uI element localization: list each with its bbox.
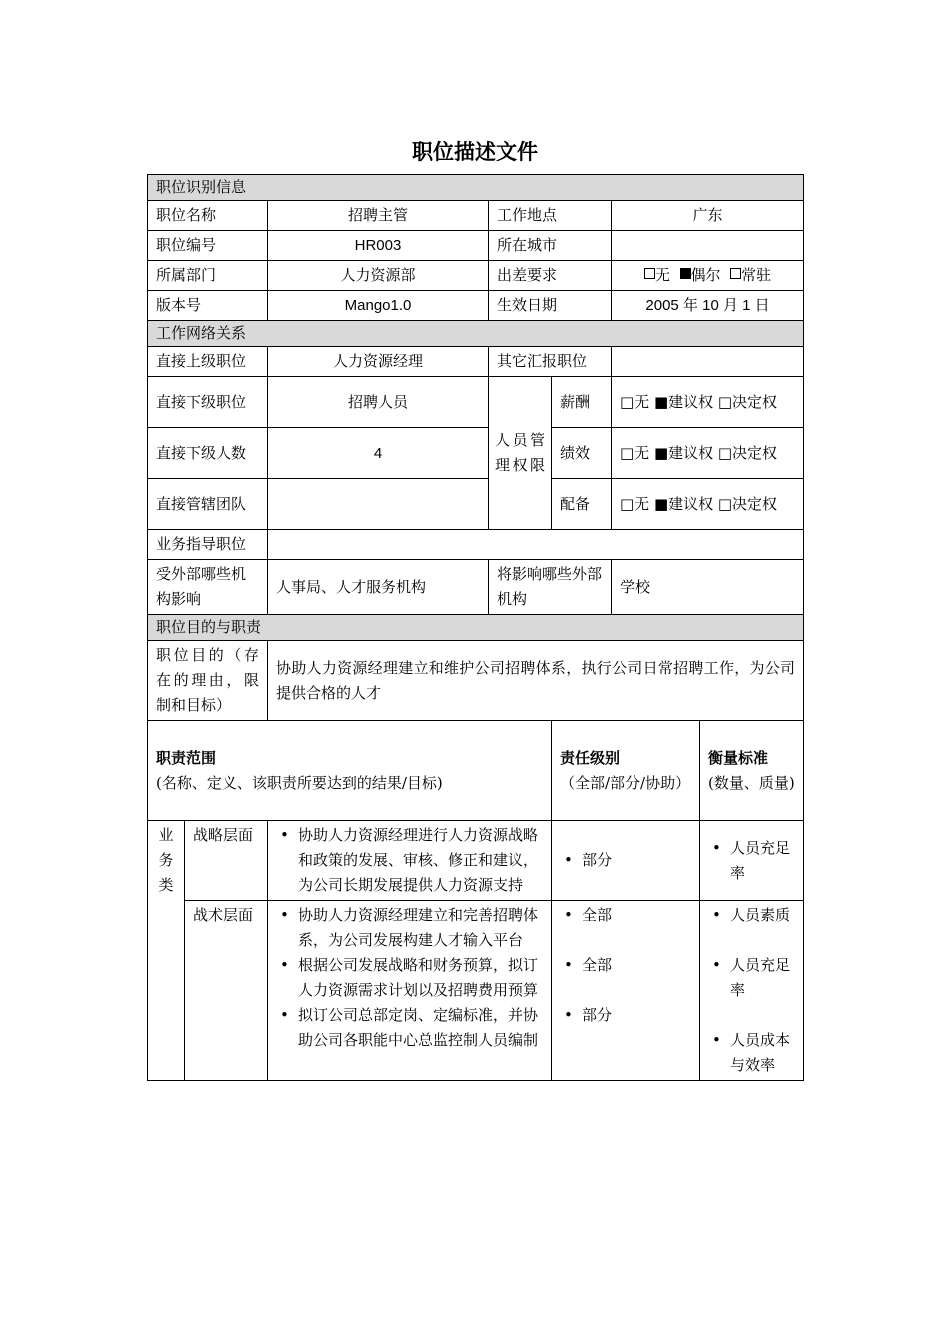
rights-performance-value: □无 ■建议权 □决定权 <box>612 428 804 479</box>
checkbox-empty-icon <box>730 268 741 279</box>
checkbox-empty-icon <box>644 268 655 279</box>
list-item: • 人员成本与效率 <box>708 1028 795 1078</box>
version-value: Mango1.0 <box>268 291 489 321</box>
list-item: • 人员充足率 <box>708 953 795 1028</box>
sub-count-label: 直接下级人数 <box>148 428 268 479</box>
tactical-items <box>268 901 552 1081</box>
list-item: • 部分 <box>560 1003 691 1028</box>
section-title: 职位识别信息 <box>148 175 804 201</box>
location-label: 工作地点 <box>489 201 612 231</box>
job-name-label: 职位名称 <box>148 201 268 231</box>
list-item: • 部分 <box>560 848 691 873</box>
list-item: • 全部 <box>560 953 691 1003</box>
duties-header-title: 职责范围 <box>156 748 217 767</box>
tactical-levels <box>552 901 700 1081</box>
travel-label: 出差要求 <box>489 261 612 291</box>
measure-header-sub: (数量、质量) <box>708 773 795 792</box>
effective-label: 生效日期 <box>489 291 612 321</box>
effective-date: 2005 年 10 月 1 日 <box>612 291 804 321</box>
duties-header-sub: (名称、定义、该职责所要达到的结果/目标) <box>156 773 443 792</box>
ext-influence-label: 受外部哪些机构影响 <box>148 560 268 615</box>
rights-performance-label: 绩效 <box>552 428 612 479</box>
checkbox-filled-icon <box>680 268 691 279</box>
guidance-value <box>268 530 804 560</box>
strategic-measure <box>700 821 804 901</box>
strategic-label: 战略层面 <box>185 821 268 901</box>
team-value <box>268 479 489 530</box>
dept-label: 所属部门 <box>148 261 268 291</box>
section-title: 工作网络关系 <box>148 321 804 347</box>
rights-salary-value: □无 ■建议权 □决定权 <box>612 377 804 428</box>
section-identity <box>148 175 804 201</box>
section-network <box>148 321 804 347</box>
mgmt-rights-label: 人员管理权限 <box>489 377 552 530</box>
city-value <box>612 231 804 261</box>
tactical-measures <box>700 901 804 1081</box>
list-item: • 全部 <box>560 903 691 953</box>
section-title: 职位目的与职责 <box>148 615 804 641</box>
job-code-value: HR003 <box>268 231 489 261</box>
subordinate-label: 直接下级职位 <box>148 377 268 428</box>
travel-options <box>612 261 804 291</box>
team-label: 直接管辖团队 <box>148 479 268 530</box>
strategic-items <box>268 821 552 901</box>
list-item: • 拟订公司总部定岗、定编标准，并协助公司各职能中心总监控制人员编制 <box>276 1003 545 1053</box>
guidance-label: 业务指导职位 <box>148 530 268 560</box>
strategic-level <box>552 821 700 901</box>
version-label: 版本号 <box>148 291 268 321</box>
dept-value: 人力资源部 <box>268 261 489 291</box>
duties-header <box>148 721 552 821</box>
job-description-table <box>147 174 804 1081</box>
travel-option-resident: 常驻 <box>730 266 771 284</box>
other-report-label: 其它汇报职位 <box>489 347 612 377</box>
section-purpose <box>148 615 804 641</box>
list-item: • 人员素质 <box>708 903 795 953</box>
purpose-label: 职位目的（存在的理由，限制和目标） <box>148 641 268 721</box>
rights-staffing-value: □无 ■建议权 □决定权 <box>612 479 804 530</box>
job-name-value: 招聘主管 <box>268 201 489 231</box>
rights-staffing-label: 配备 <box>552 479 612 530</box>
influences-value: 学校 <box>612 560 804 615</box>
list-item: • 人员充足率 <box>708 836 795 886</box>
travel-option-occasional: 偶尔 <box>680 266 721 284</box>
city-label: 所在城市 <box>489 231 612 261</box>
level-header <box>552 721 700 821</box>
list-item: • 根据公司发展战略和财务预算，拟订人力资源需求计划以及招聘费用预算 <box>276 953 545 1003</box>
superior-label: 直接上级职位 <box>148 347 268 377</box>
job-code-label: 职位编号 <box>148 231 268 261</box>
list-item: • 协助人力资源经理建立和完善招聘体系，为公司发展构建人才输入平台 <box>276 903 545 953</box>
document-title: 职位描述文件 <box>412 140 538 164</box>
ext-influence-value: 人事局、人才服务机构 <box>268 560 489 615</box>
influences-label: 将影响哪些外部机构 <box>489 560 612 615</box>
purpose-text: 协助人力资源经理建立和维护公司招聘体系，执行公司日常招聘工作，为公司提供合格的人才 <box>268 641 804 721</box>
measure-header-title: 衡量标准 <box>708 748 769 767</box>
superior-value: 人力资源经理 <box>268 347 489 377</box>
category-label: 业务类 <box>148 821 185 1081</box>
tactical-label: 战术层面 <box>185 901 268 1081</box>
sub-count-value: 4 <box>268 428 489 479</box>
measure-header <box>700 721 804 821</box>
rights-salary-label: 薪酬 <box>552 377 612 428</box>
subordinate-value: 招聘人员 <box>268 377 489 428</box>
travel-option-none: 无 <box>644 266 670 284</box>
level-header-sub: （全部/部分/协助） <box>560 773 691 792</box>
list-item: • 协助人力资源经理进行人力资源战略和政策的发展、审核、修正和建议，为公司长期发展提供人力资源支持 <box>276 823 545 898</box>
location-value: 广东 <box>612 201 804 231</box>
level-header-title: 责任级别 <box>560 748 621 767</box>
other-report-value <box>612 347 804 377</box>
